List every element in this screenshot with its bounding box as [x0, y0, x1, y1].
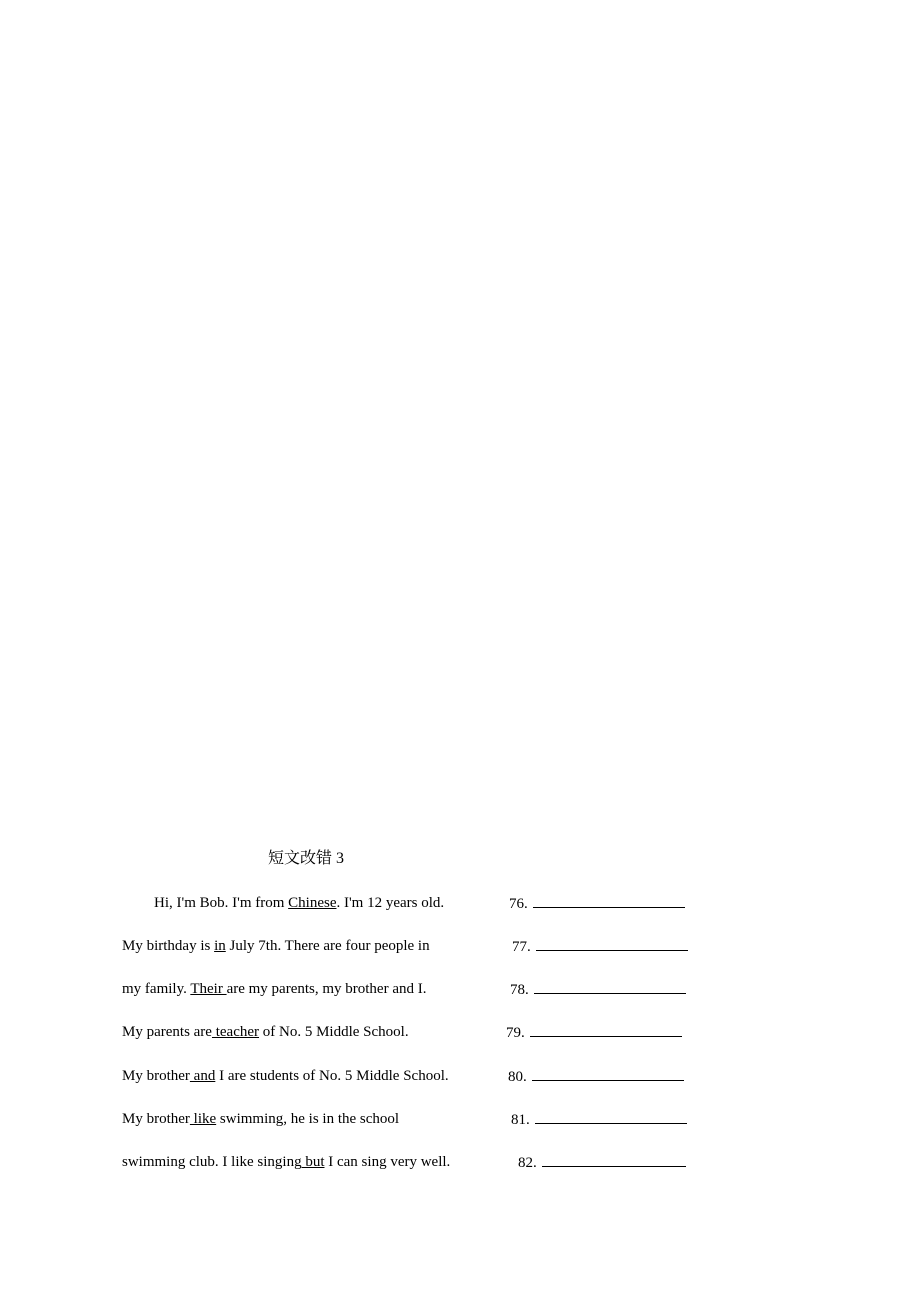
- answer-blank[interactable]: [534, 979, 686, 994]
- answer-item-82: [518, 1152, 686, 1173]
- passage-line-80: [122, 1066, 449, 1086]
- answer-number: 79.: [506, 1025, 525, 1041]
- line-text-pre: Hi, I'm Bob. I'm from: [154, 895, 289, 911]
- passage-line-76: [154, 893, 444, 913]
- passage-line-82: [122, 1152, 450, 1172]
- error-word: teacher: [211, 1024, 260, 1040]
- line-text-pre: my family.: [122, 981, 191, 997]
- answer-blank[interactable]: [535, 1109, 687, 1124]
- line-text-pre: My brother: [122, 1111, 190, 1127]
- answer-item-77: [512, 936, 688, 957]
- line-text-post: swimming, he is in the school: [216, 1111, 400, 1127]
- line-text-pre: swimming club. I like singing: [122, 1154, 302, 1170]
- answer-item-80: [508, 1066, 684, 1087]
- answer-blank[interactable]: [536, 936, 688, 951]
- answer-number: 82.: [518, 1155, 537, 1171]
- answer-number: 78.: [510, 982, 529, 998]
- answer-number: 76.: [509, 896, 528, 912]
- passage-line-81: [122, 1109, 399, 1129]
- error-word: Chinese: [288, 895, 337, 911]
- line-text-post: of No. 5 Middle School.: [259, 1024, 409, 1040]
- answer-item-81: [511, 1109, 687, 1130]
- error-word: like: [189, 1111, 217, 1127]
- page-title: 短文改错 3: [268, 850, 345, 867]
- answer-item-78: [510, 979, 686, 1000]
- answer-blank[interactable]: [533, 893, 685, 908]
- line-text-post: are my parents, my brother and I.: [226, 981, 427, 997]
- line-text-pre: My brother: [122, 1068, 190, 1084]
- error-word: Their: [190, 981, 227, 997]
- answer-number: 77.: [512, 939, 531, 955]
- answer-blank[interactable]: [532, 1066, 684, 1081]
- answer-item-76: [509, 893, 685, 914]
- line-text-post: I can sing very well.: [324, 1154, 451, 1170]
- line-text-pre: My parents are: [122, 1024, 212, 1040]
- answer-number: 80.: [508, 1069, 527, 1085]
- error-word: and: [189, 1068, 216, 1084]
- passage-line-78: [122, 979, 427, 999]
- passage-line-79: [122, 1022, 409, 1042]
- answer-blank[interactable]: [542, 1152, 686, 1167]
- line-text-pre: My birthday is: [122, 938, 215, 954]
- answer-number: 81.: [511, 1112, 530, 1128]
- line-text-post: I are students of No. 5 Middle School.: [215, 1068, 449, 1084]
- error-word: in: [214, 938, 226, 954]
- answer-item-79: [506, 1022, 682, 1043]
- answer-blank[interactable]: [530, 1022, 682, 1037]
- line-text-post: . I'm 12 years old.: [336, 895, 445, 911]
- line-text-post: July 7th. There are four people in: [225, 938, 430, 954]
- error-word: but: [301, 1154, 325, 1170]
- passage-line-77: [122, 936, 430, 956]
